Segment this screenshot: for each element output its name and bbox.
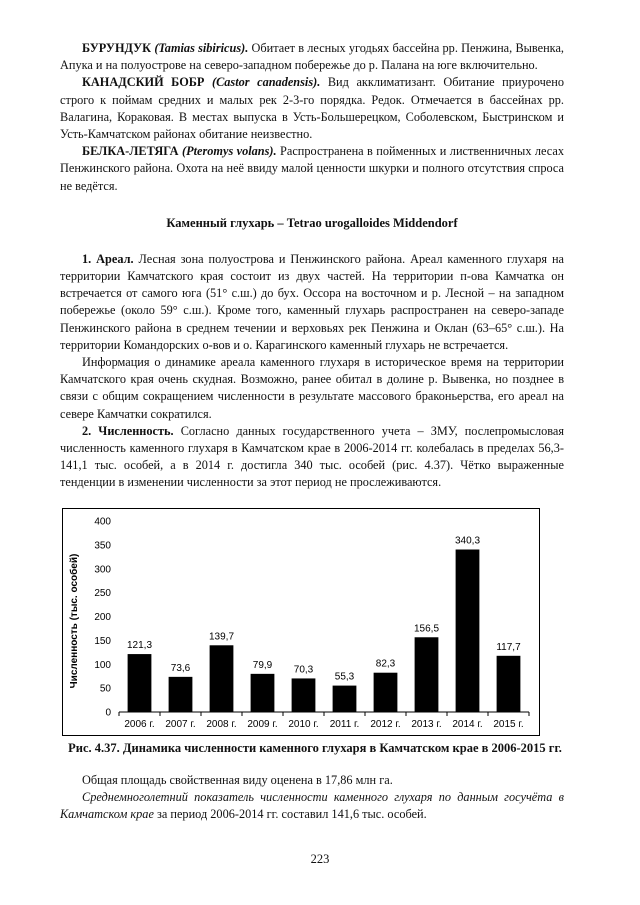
bar-chart [63,509,539,735]
y-tick-label: 300 [94,564,111,576]
paragraph-text: Лесная зона полуострова и Пенжинского района. Ареал каменного глухаря на территории Камчатского края состоит из двух частей. На территории п-ова Камчатка он встречается от самого юга (51° с.ш.) до бух. Оссора на восточном и р. Лесной – на западном побережье (около 59° с.ш.). Кроме того, каменный глухарь распространен на северо-западе Пенжинского района в среднем течении и верховьях рек Пенжина и Оклан (63–65° с.ш.). На территории Командорских о-вов и о. Карагинского каменный глухарь не встречается. [60,251,564,352]
x-tick-label: 2007 г. [165,719,196,730]
paragraph-text: Распространена в пойменных и лиственничных лесах Пенжинского района. Охота на неё ввиду малой ценности шкурки и полного отсутствия спроса не ведётся. [60,144,564,193]
bar [333,686,357,712]
x-axis-ticks [119,712,529,730]
paragraph-range-history [60,354,564,423]
bar [169,677,193,712]
x-tick-label: 2012 г. [370,719,401,730]
x-tick-label: 2008 г. [206,719,237,730]
paragraph-area [60,772,564,789]
page-body [60,40,564,492]
y-tick-label: 150 [94,635,111,647]
bar-value-label: 121,3 [126,640,153,652]
y-axis-ticks [94,517,111,719]
y-tick-label: 250 [94,588,111,600]
bar-value-label: 70,3 [293,664,314,676]
bar [251,674,275,712]
section-title: Каменный глухарь – Tetrao urogalloides Middendorf [166,215,458,230]
bar [415,637,439,712]
paragraph-chipmunk [60,40,564,74]
species-latin: (Tamias sibiricus). [154,41,249,55]
species-latin: (Pteromys volans). [182,144,277,159]
paragraph-head: 2. Численность. [82,423,174,438]
y-axis-label: Численность (тыс. особей) [69,553,80,689]
page-number: 223 [310,852,330,866]
y-tick-label: 400 [94,516,111,528]
bar-value-label: 82,3 [375,658,396,670]
paragraph-italic: Среднемноголетний показатель численности каменного глухаря по данным госучёта в Камчатском крае [60,790,564,822]
page-body-bottom [60,772,564,824]
y-tick-label: 50 [99,683,111,695]
y-tick-label: 0 [105,707,111,719]
paragraph-abundance [60,423,564,492]
paragraph-text: Обитает в лесных угодьях бассейна рр. Пенжина, Вывенка, Апука и на полуострове на северо-западном побережье до р. Палана на юге включительно. [60,41,564,73]
y-tick-label: 350 [94,540,111,552]
x-tick-label: 2015 г. [493,719,524,730]
bar [374,673,398,712]
x-tick-label: 2011 г. [329,719,360,730]
bar [292,678,316,712]
bars [127,536,521,712]
bar-value-label: 55,3 [334,671,355,683]
species-latin: (Castor canadensis). [211,75,321,90]
x-tick-label: 2009 г. [247,719,278,730]
x-tick-label: 2006 г. [124,719,155,730]
paragraph-text: Согласно данных государственного учета – ЗМУ, послепромысловая численность каменного глухаря в Камчатском крае в 2006-2014 гг. колебалась в пределах 56,3-141,1 тыс. особей, а в 2014 г. достигла 340 тыс. особей (рис. 4.37). Чётко выраженные тенденции в изменении численности за этот период не прослеживаются. [60,423,564,490]
bar [497,656,521,712]
paragraph-average [60,789,564,823]
bar [128,654,152,712]
x-tick-label: 2010 г. [288,719,319,730]
paragraph-text: Информация о динамике ареала каменного глухаря в историческое время на территории Камчатского края очень скудная. Возможно, ранее обитал в долине р. Вывенка, но позднее в связи с общим сокращением численности в результате массового браконьерства, его ареал на севере Камчатки сократился. [60,355,564,421]
x-tick-label: 2013 г. [411,719,442,730]
paragraph-beaver [60,74,564,143]
bar [210,645,234,712]
bar-value-label: 340,3 [454,535,481,547]
paragraph-text: Вид акклиматизант. Обитание приурочено строго к поймам средних и малых рек 2-3-го порядка. Редок. Отмечается в бассейнах рр. Валагина, Кораковая. В местах выпуска в Усть-Большерецком, Соболевском, Быстринском и Усть-Камчатском районах обитание неизвестно. [60,75,564,142]
y-tick-label: 200 [94,612,111,623]
bar-value-label: 156,5 [413,623,440,635]
paragraph-text: за период 2006-2014 гг. составил 141,6 тыс. особей. [153,807,427,822]
species-name: КАНАДСКИЙ БОБР [82,75,205,90]
y-tick-label: 100 [94,659,111,671]
bar-value-label: 73,6 [170,662,191,674]
paragraph-flying-squirrel [60,143,564,195]
paragraph-text: Общая площадь свойственная виду оценена в 17,86 млн га. [82,773,393,787]
bar-value-label: 139,7 [208,631,235,643]
paragraph-head: 1. Ареал. [82,251,134,266]
paragraph-range [60,251,564,354]
bar-value-label: 117,7 [496,641,521,653]
x-tick-label: 2014 г. [452,719,483,730]
species-name: БЕЛКА-ЛЕТЯГА [82,144,179,159]
bar [456,550,480,712]
bar-value-label: 79,9 [252,659,273,671]
species-name: БУРУНДУК [82,41,152,55]
chart-frame [62,508,540,736]
figure-caption: Рис. 4.37. Динамика численности каменного глухаря в Камчатском крае в 2006-2015 гг. [68,741,562,755]
